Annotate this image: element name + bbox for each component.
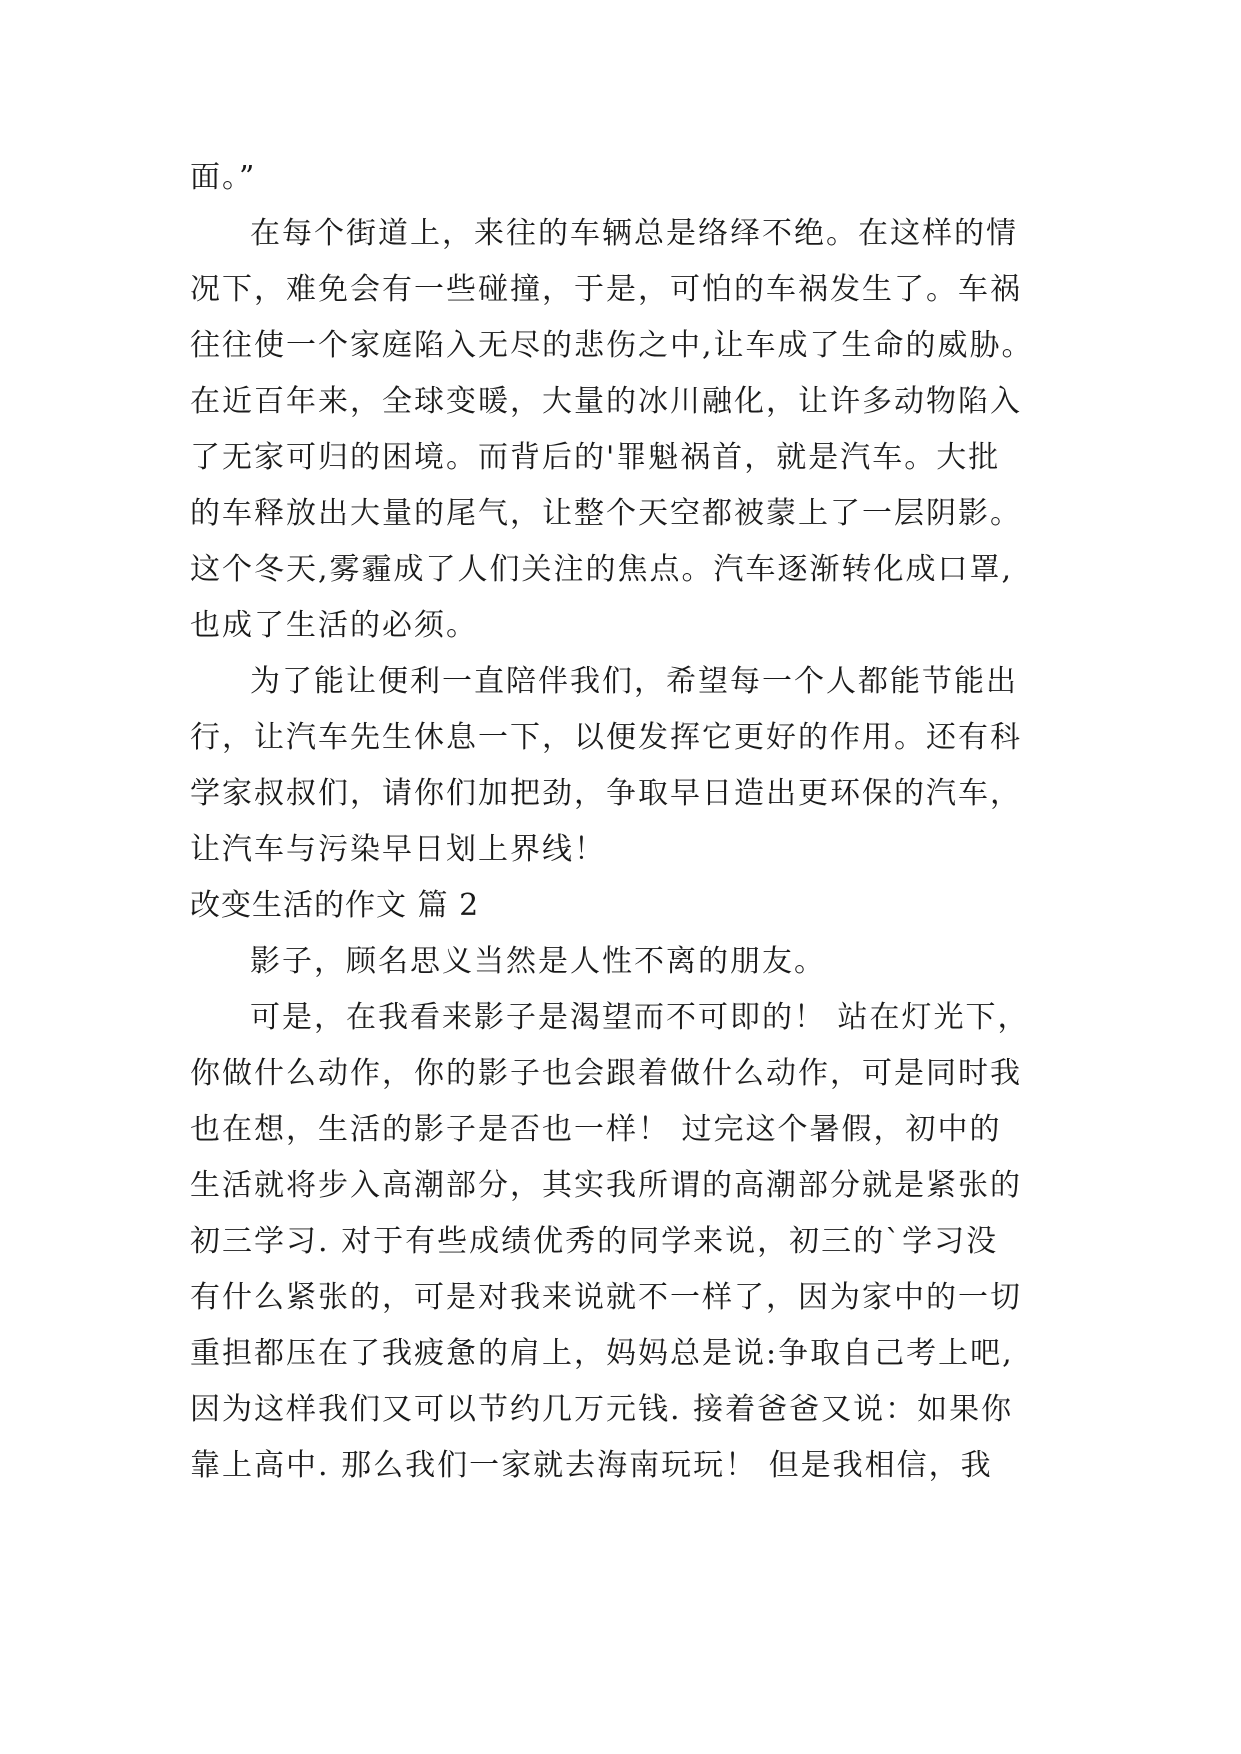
text-line: 生活就将步入高潮部分，其实我所谓的高潮部分就是紧张的 <box>190 1168 1022 1203</box>
text-line: 况下，难免会有一些碰撞，于是，可怕的车祸发生了。车祸 <box>190 272 1022 307</box>
text-line: 靠上高中. 那么我们一家就去海南玩玩！ 但是我相信，我 <box>190 1448 993 1483</box>
text-line: 往往使一个家庭陷入无尽的悲伤之中,让车成了生命的威胁。 <box>190 328 1034 363</box>
text-line: 这个冬天,雾霾成了人们关注的焦点。汽车逐渐转化成口罩, <box>190 552 1014 587</box>
text-line: 有什么紧张的，可是对我来说就不一样了，因为家中的一切 <box>190 1280 1022 1315</box>
text-line: 因为这样我们又可以节约几万元钱. 接着爸爸又说：如果你 <box>190 1392 1014 1427</box>
document-text <box>190 150 1070 1494</box>
text-line: 也在想，生活的影子是否也一样！ 过完这个暑假，初中的 <box>190 1112 1002 1147</box>
text-line: 可是，在我看来影子是渴望而不可即的！ 站在灯光下， <box>250 1000 1030 1035</box>
text-line: 在近百年来，全球变暖，大量的冰川融化，让许多动物陷入 <box>190 384 1022 419</box>
text-line: 了无家可归的困境。而背后的'罪魁祸首，就是汽车。大批 <box>190 440 1001 475</box>
text-line: 为了能让便利一直陪伴我们，希望每一个人都能节能出 <box>250 664 1018 699</box>
text-line: 在每个街道上，来往的车辆总是络绎不绝。在这样的情 <box>250 216 1018 251</box>
section-heading: 改变生活的作文 篇 2 <box>190 888 480 923</box>
text-line: 行，让汽车先生休息一下，以便发挥它更好的作用。还有科 <box>190 720 1022 755</box>
text-line: 的车释放出大量的尾气，让整个天空都被蒙上了一层阴影。 <box>190 496 1022 531</box>
text-line: 重担都压在了我疲惫的肩上，妈妈总是说:争取自己考上吧, <box>190 1336 1014 1371</box>
text-line: 初三学习. 对于有些成绩优秀的同学来说，初三的`学习没 <box>190 1224 999 1259</box>
text-line: 也成了生活的必须。 <box>190 608 478 643</box>
text-line: 你做什么动作，你的影子也会跟着做什么动作，可是同时我 <box>190 1056 1022 1091</box>
text-line: 面。” <box>190 160 257 195</box>
text-line: 学家叔叔们，请你们加把劲，争取早日造出更环保的汽车， <box>190 776 1022 811</box>
text-line: 让汽车与污染早日划上界线！ <box>190 832 606 867</box>
text-line: 影子，顾名思义当然是人性不离的朋友。 <box>250 944 826 979</box>
